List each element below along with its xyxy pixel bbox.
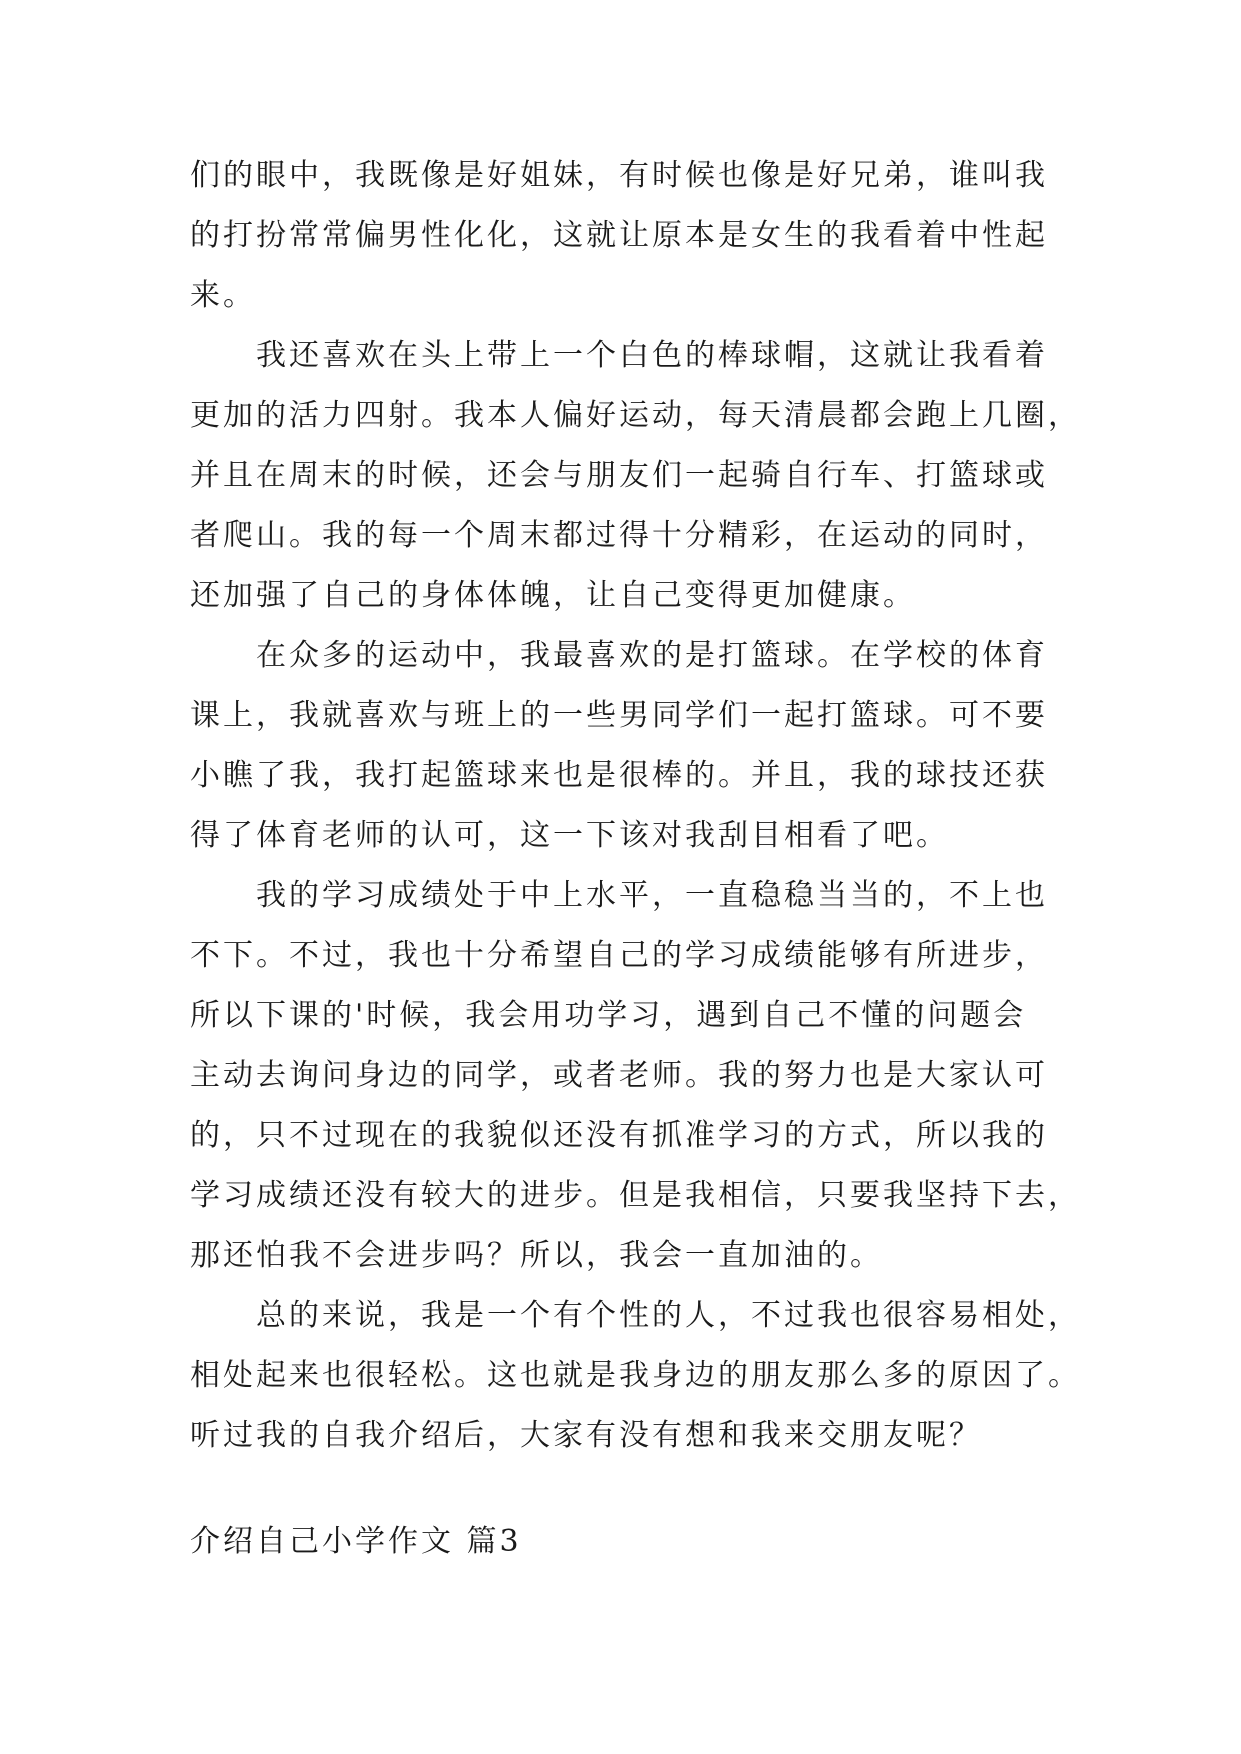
paragraph <box>190 326 1081 626</box>
text-line: 在众多的运动中，我最喜欢的是打篮球。在学校的体育 <box>256 638 1048 673</box>
text-line: 相处起来也很轻松。这也就是我身边的朋友那么多的原因了。 <box>190 1358 1081 1393</box>
paragraph <box>190 146 1070 326</box>
paragraph <box>190 1286 1081 1466</box>
paragraph <box>190 866 1081 1286</box>
text-line: 总的来说，我是一个有个性的人，不过我也很容易相处， <box>256 1298 1081 1333</box>
text-line: 所以下课的'时候，我会用功学习，遇到自己不懂的问题会 <box>190 998 1027 1033</box>
text-line: 还加强了自己的身体体魄，让自己变得更加健康。 <box>190 578 916 613</box>
text-line: 那还怕我不会进步吗？所以，我会一直加油的。 <box>190 1238 883 1273</box>
text-line: 来。 <box>190 278 256 313</box>
text-line: 我还喜欢在头上带上一个白色的棒球帽，这就让我看着 <box>256 338 1048 373</box>
text-line: 课上，我就喜欢与班上的一些男同学们一起打篮球。可不要 <box>190 698 1048 733</box>
paragraph <box>190 626 1070 866</box>
text-line: 小瞧了我，我打起篮球来也是很棒的。并且，我的球技还获 <box>190 758 1048 793</box>
text-line: 学习成绩还没有较大的进步。但是我相信，只要我坚持下去， <box>190 1178 1081 1213</box>
text-line: 并且在周末的时候，还会与朋友们一起骑自行车、打篮球或 <box>190 458 1048 493</box>
text-line: 主动去询问身边的同学，或者老师。我的努力也是大家认可 <box>190 1058 1048 1093</box>
text-line: 我的学习成绩处于中上水平，一直稳稳当当的，不上也 <box>256 878 1048 913</box>
section-heading: 介绍自己小学作文 篇3 <box>190 1524 522 1559</box>
text-line: 更加的活力四射。我本人偏好运动，每天清晨都会跑上几圈， <box>190 398 1081 433</box>
text-line: 者爬山。我的每一个周末都过得十分精彩，在运动的同时， <box>190 518 1048 553</box>
text-line: 得了体育老师的认可，这一下该对我刮目相看了吧。 <box>190 818 949 853</box>
text-line: 的打扮常常偏男性化化，这就让原本是女生的我看着中性起 <box>190 218 1048 253</box>
text-line: 们的眼中，我既像是好姐妹，有时候也像是好兄弟，谁叫我 <box>190 158 1048 193</box>
text-line: 听过我的自我介绍后，大家有没有想和我来交朋友呢？ <box>190 1418 982 1453</box>
text-line: 的，只不过现在的我貌似还没有抓准学习的方式，所以我的 <box>190 1118 1048 1153</box>
essay-body <box>190 146 1081 1466</box>
text-line: 不下。不过，我也十分希望自己的学习成绩能够有所进步， <box>190 938 1048 973</box>
